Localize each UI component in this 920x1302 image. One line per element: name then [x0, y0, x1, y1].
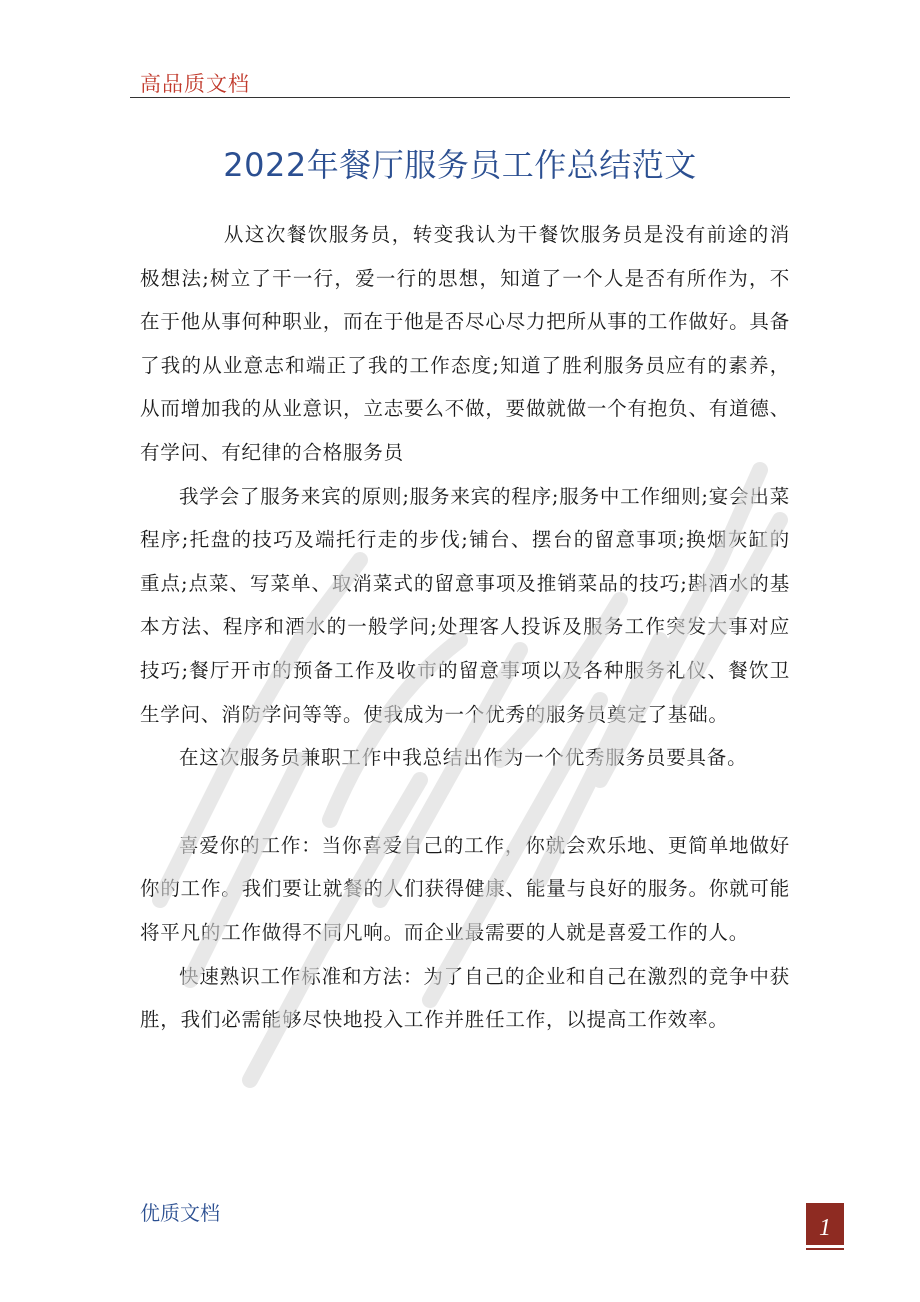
- paragraph-spacer: [140, 780, 790, 824]
- page-number-underline: [806, 1248, 844, 1250]
- header-label: 高品质文档: [140, 72, 250, 96]
- page-number-badge: 1: [806, 1203, 844, 1245]
- document-title: 2022年餐厅服务员工作总结范文: [223, 146, 697, 184]
- paragraph-4: 喜爱你的工作：当你喜爱自己的工作，你就会欢乐地、更简单地做好你的工作。我们要让就餐的人们获得健康、能量与良好的服务。你就可能将平凡的工作做得不同凡响。而企业最需要的人就是喜爱工作的人。: [140, 833, 790, 944]
- footer-label: 优质文档: [140, 1201, 220, 1225]
- document-body: [140, 213, 790, 1042]
- paragraph-1: 从这次餐饮服务员，转变我认为干餐饮服务员是没有前途的消极想法;树立了干一行，爱一行的思想，知道了一个人是否有所作为，不在于他从事何种职业，而在于他是否尽心尽力把所从事的工作做好。具备了我的从业意志和端正了我的工作态度;知道了胜利服务员应有的素养，从而增加我的从业意识，立志要么不做，要做就做一个有抱负、有道德、有学问、有纪律的合格服务员: [140, 223, 790, 464]
- paragraph-2: 我学会了服务来宾的原则;服务来宾的程序;服务中工作细则;宴会出菜程序;托盘的技巧及端托行走的步伐;铺台、摆台的留意事项;换烟灰缸的重点;点菜、写菜单、取消菜式的留意事项及推销菜品的技巧;斟酒水的基本方法、程序和酒水的一般学问;处理客人投诉及服务工作突发大事对应技巧;餐厅开市的预备工作及收市的留意事项以及各种服务礼仪、餐饮卫生学问、消防学问等等。使我成为一个优秀的服务员奠定了基础。: [140, 484, 790, 726]
- paragraph-5: 快速熟识工作标准和方法：为了自己的企业和自己在激烈的竞争中获胜，我们必需能够尽快地投入工作并胜任工作，以提高工作效率。: [140, 964, 790, 1032]
- header-divider: [130, 97, 790, 98]
- paragraph-3: 在这次服务员兼职工作中我总结出作为一个优秀服务员要具备。: [179, 746, 748, 770]
